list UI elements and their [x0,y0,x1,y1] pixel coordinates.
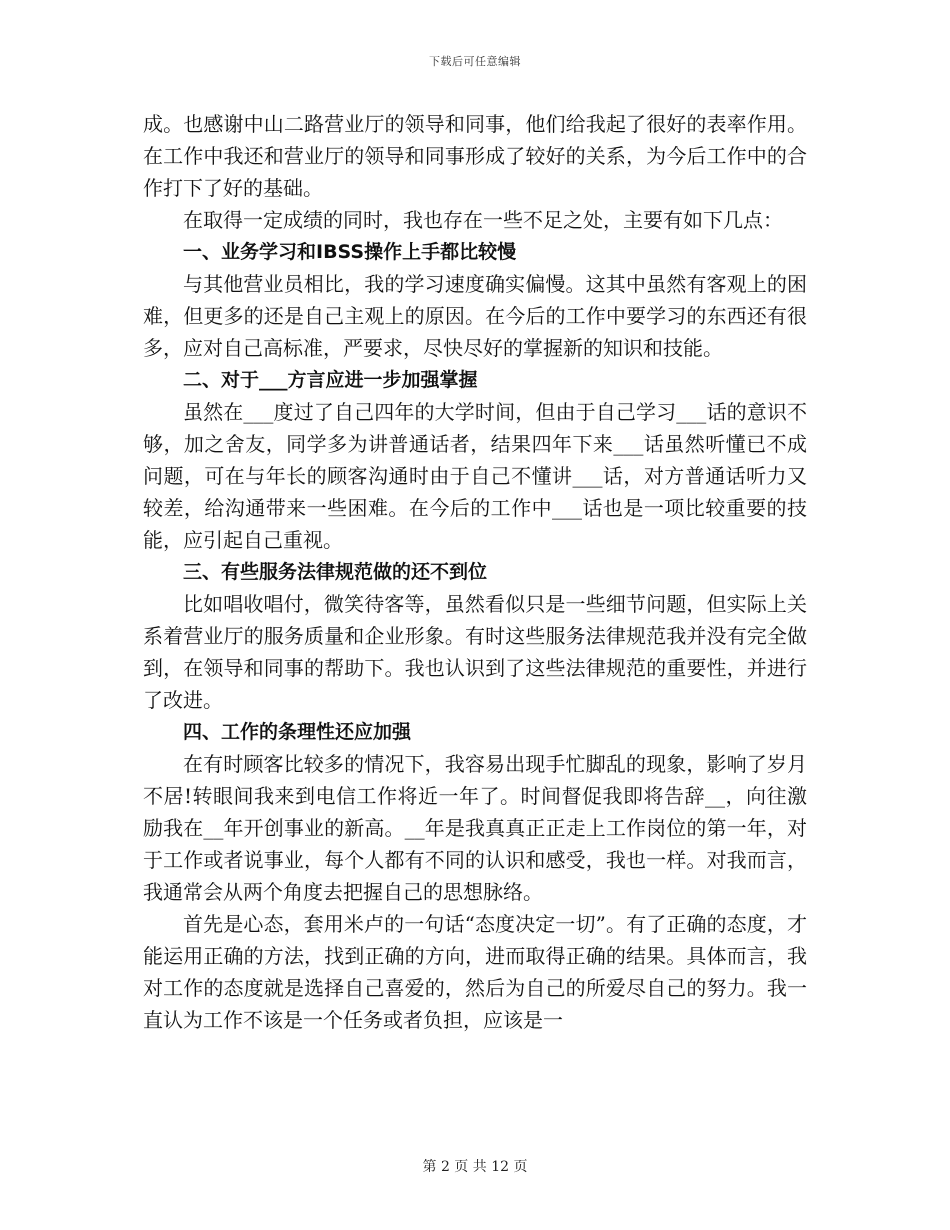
paragraph-section-2: 虽然在___度过了自己四年的大学时间，但由于自己学习___话的意识不够，加之舍友，同学多为讲普通话者，结果四年下来___话虽然听懂已不成问题，可在与年长的顾客沟通时由于自己不懂讲___话，对方普通话听力又较差，给沟通带来一些困难。在今后的工作中___话也是一项比较重要的技能，应引起自己重视。 [143,400,807,552]
section-heading-2: 二、对于___方言应进一步加强掌握 [183,369,478,391]
section-heading-1: 一、业务学习和IBSS操作上手都比较慢 [183,241,517,263]
paragraph-section-1: 与其他营业员相比，我的学习速度确实偏慢。这其中虽然有客观上的困难，但更多的还是自己主观上的原因。在今后的工作中要学习的东西还有很多，应对自己高标准，严要求，尽快尽好的掌握新的知识和技能。 [143,272,807,360]
paragraph-shortcomings-intro: 在取得一定成绩的同时，我也存在一些不足之处，主要有如下几点： [183,208,783,232]
page-header: 下载后可任意编辑 [429,55,521,68]
paragraph-section-4: 在有时顾客比较多的情况下，我容易出现手忙脚乱的现象，影响了岁月不居!转眼间我来到电信工作将近一年了。时间督促我即将告辞__，向往激励我在__年开创事业的新高。__年是我真真正正走上工作岗位的第一年，对于工作或者说事业，每个人都有不同的认识和感受，我也一样。对我而言，我通常会从两个角度去把握自己的思想脉络。 [143,752,807,904]
section-heading-3: 三、有些服务法律规范做的还不到位 [183,561,488,583]
section-heading-4: 四、工作的条理性还应加强 [183,721,412,743]
document-body [143,108,807,1036]
paragraph-section-3: 比如唱收唱付，微笑待客等，虽然看似只是一些细节问题，但实际上关系着营业厅的服务质量和企业形象。有时这些服务法律规范我并没有完全做到，在领导和同事的帮助下。我也认识到了这些法律规范的重要性，并进行了改进。 [143,592,807,712]
page-footer: 第 2 页 共 12 页 [422,1159,528,1175]
paragraph-attitude: 首先是心态，套用米卢的一句话“态度决定一切”。有了正确的态度，才能运用正确的方法，找到正确的方向，进而取得正确的结果。具体而言，我对工作的态度就是选择自己喜爱的，然后为自己的所爱尽自己的努力。我一直认为工作不该是一个任务或者负担，应该是一 [143,912,807,1032]
paragraph-continuation: 成。也感谢中山二路营业厅的领导和同事，他们给我起了很好的表率作用。在工作中我还和营业厅的领导和同事形成了较好的关系，为今后工作中的合作打下了好的基础。 [143,112,807,200]
